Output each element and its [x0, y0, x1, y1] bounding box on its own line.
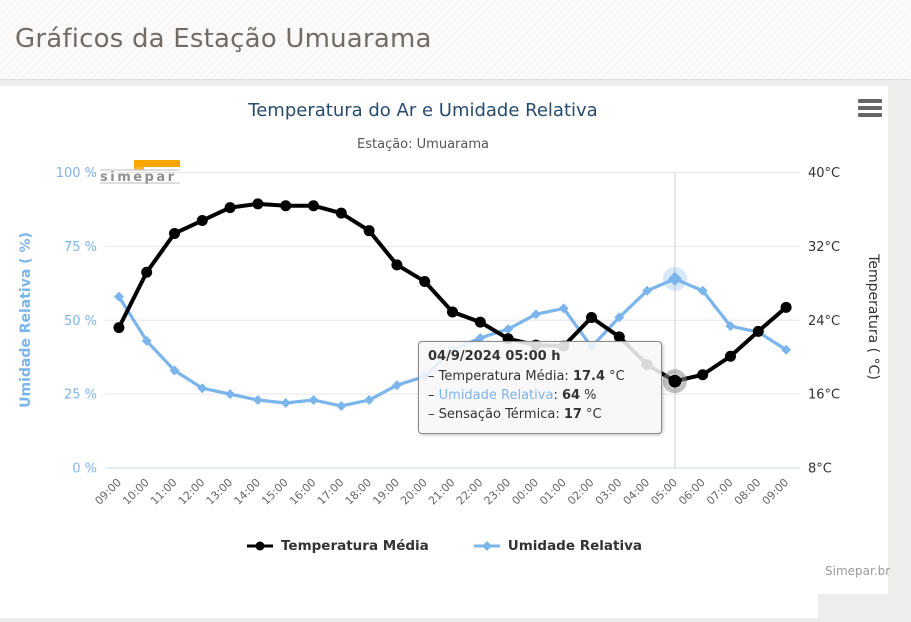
- y-left-tick-label: 100 %: [55, 166, 97, 181]
- data-point-circle[interactable]: [197, 215, 208, 226]
- x-tick-label: 01:00: [537, 475, 569, 508]
- y-axis-right-labels: [808, 166, 840, 477]
- x-tick-label: 15:00: [259, 475, 291, 508]
- data-point-circle[interactable]: [336, 208, 347, 219]
- page-header: [0, 0, 911, 80]
- data-point-circle[interactable]: [447, 306, 458, 317]
- x-tick-label: 23:00: [481, 475, 514, 508]
- data-point-circle[interactable]: [252, 198, 263, 209]
- y-axis-left-labels: [56, 166, 97, 477]
- x-tick-label: 02:00: [565, 475, 597, 508]
- data-point-circle[interactable]: [475, 317, 486, 328]
- hamburger-icon: [858, 113, 882, 117]
- y-left-tick-label: 50 %: [63, 313, 97, 329]
- y-axis-left-title: Umidade Relativa ( %): [18, 232, 34, 408]
- x-axis-labels: [92, 476, 791, 508]
- hamburger-icon: [858, 106, 882, 110]
- y-right-tick-label: 8°C: [808, 461, 832, 477]
- data-point-circle[interactable]: [391, 259, 402, 270]
- data-point-circle[interactable]: [697, 369, 708, 380]
- footer-credit: Simepar.br: [825, 564, 891, 578]
- legend-line-diamond-icon: [473, 539, 501, 553]
- data-point-circle[interactable]: [364, 225, 375, 236]
- legend: [0, 538, 888, 554]
- tooltip-row: – Umidade Relativa: 64 %: [428, 388, 597, 403]
- logo-text: simepar: [100, 170, 177, 185]
- data-point-diamond[interactable]: [225, 389, 235, 399]
- tooltip-header: 04/9/2024 05:00 h: [428, 349, 561, 364]
- x-tick-label: 12:00: [175, 475, 208, 508]
- hamburger-icon: [858, 99, 882, 103]
- data-point-circle[interactable]: [169, 228, 180, 239]
- y-right-tick-label: 16°C: [808, 387, 841, 403]
- y-right-tick-label: 32°C: [808, 239, 841, 255]
- y-left-tick-label: 25 %: [63, 387, 97, 403]
- y-right-tick-label: 24°C: [808, 313, 841, 329]
- x-tick-label: 18:00: [342, 475, 375, 508]
- tooltip: [418, 341, 662, 434]
- x-tick-label: 16:00: [287, 475, 319, 508]
- x-tick-label: 09:00: [92, 475, 125, 508]
- y-axis-right-title: Temperatura ( °C): [865, 254, 881, 380]
- legend-item-umidade[interactable]: [473, 538, 642, 554]
- data-point-circle[interactable]: [419, 276, 430, 287]
- tooltip-row: – Sensação Térmica: 17 °C: [428, 407, 602, 422]
- data-point-circle[interactable]: [141, 267, 152, 278]
- x-tick-label: 17:00: [314, 475, 347, 508]
- chart-panel: [0, 86, 891, 618]
- x-tick-label: 00:00: [509, 475, 542, 508]
- data-point-circle[interactable]: [308, 200, 319, 211]
- logo-accent-bar: [134, 160, 180, 167]
- data-point-diamond[interactable]: [482, 541, 492, 551]
- hover-point-temperature: [668, 375, 681, 388]
- data-point-circle[interactable]: [113, 322, 124, 333]
- x-tick-label: 21:00: [426, 475, 458, 508]
- x-tick-label: 04:00: [620, 475, 653, 508]
- data-point-diamond[interactable]: [253, 395, 263, 405]
- data-point-circle[interactable]: [280, 200, 291, 211]
- x-tick-label: 07:00: [704, 475, 736, 508]
- legend-line-circle-icon: [246, 539, 274, 553]
- legend-label: Umidade Relativa: [507, 538, 642, 554]
- data-point-circle[interactable]: [586, 312, 597, 323]
- data-point-diamond[interactable]: [309, 395, 319, 405]
- data-point-circle[interactable]: [725, 351, 736, 362]
- chart-menu-button[interactable]: [858, 99, 882, 122]
- x-tick-label: 03:00: [592, 475, 625, 508]
- page-background-corner: [818, 594, 911, 618]
- x-tick-label: 11:00: [148, 475, 180, 508]
- tooltip-rows: [428, 367, 652, 424]
- x-tick-label: 09:00: [759, 475, 792, 508]
- legend-label: Temperatura Média: [281, 538, 429, 554]
- data-point-diamond[interactable]: [281, 398, 291, 408]
- x-tick-label: 20:00: [398, 475, 430, 508]
- data-point-circle[interactable]: [781, 302, 792, 313]
- x-tick-label: 06:00: [676, 475, 708, 508]
- data-point-circle[interactable]: [225, 202, 236, 213]
- chart-subtitle: Estação: Umuarama: [357, 137, 489, 152]
- y-left-tick-label: 0 %: [72, 461, 97, 477]
- x-tick-label: 05:00: [648, 475, 681, 508]
- y-left-tick-label: 75 %: [63, 239, 97, 255]
- x-tick-label: 14:00: [231, 475, 264, 508]
- y-right-tick-label: 40°C: [808, 166, 841, 181]
- x-tick-label: 22:00: [453, 475, 486, 508]
- tooltip-row: – Temperatura Média: 17.4 °C: [428, 369, 625, 384]
- chart-title: Temperatura do Ar e Umidade Relativa: [248, 100, 598, 121]
- x-tick-label: 13:00: [203, 475, 236, 508]
- x-tick-label: 08:00: [731, 475, 764, 508]
- x-tick-label: 10:00: [120, 475, 152, 508]
- data-point-diamond[interactable]: [336, 401, 346, 411]
- x-tick-label: 19:00: [370, 475, 403, 508]
- data-point-circle[interactable]: [753, 326, 764, 337]
- page-title: Gráficos da Estação Umuarama: [15, 24, 432, 54]
- legend-item-temperatura[interactable]: [246, 538, 429, 554]
